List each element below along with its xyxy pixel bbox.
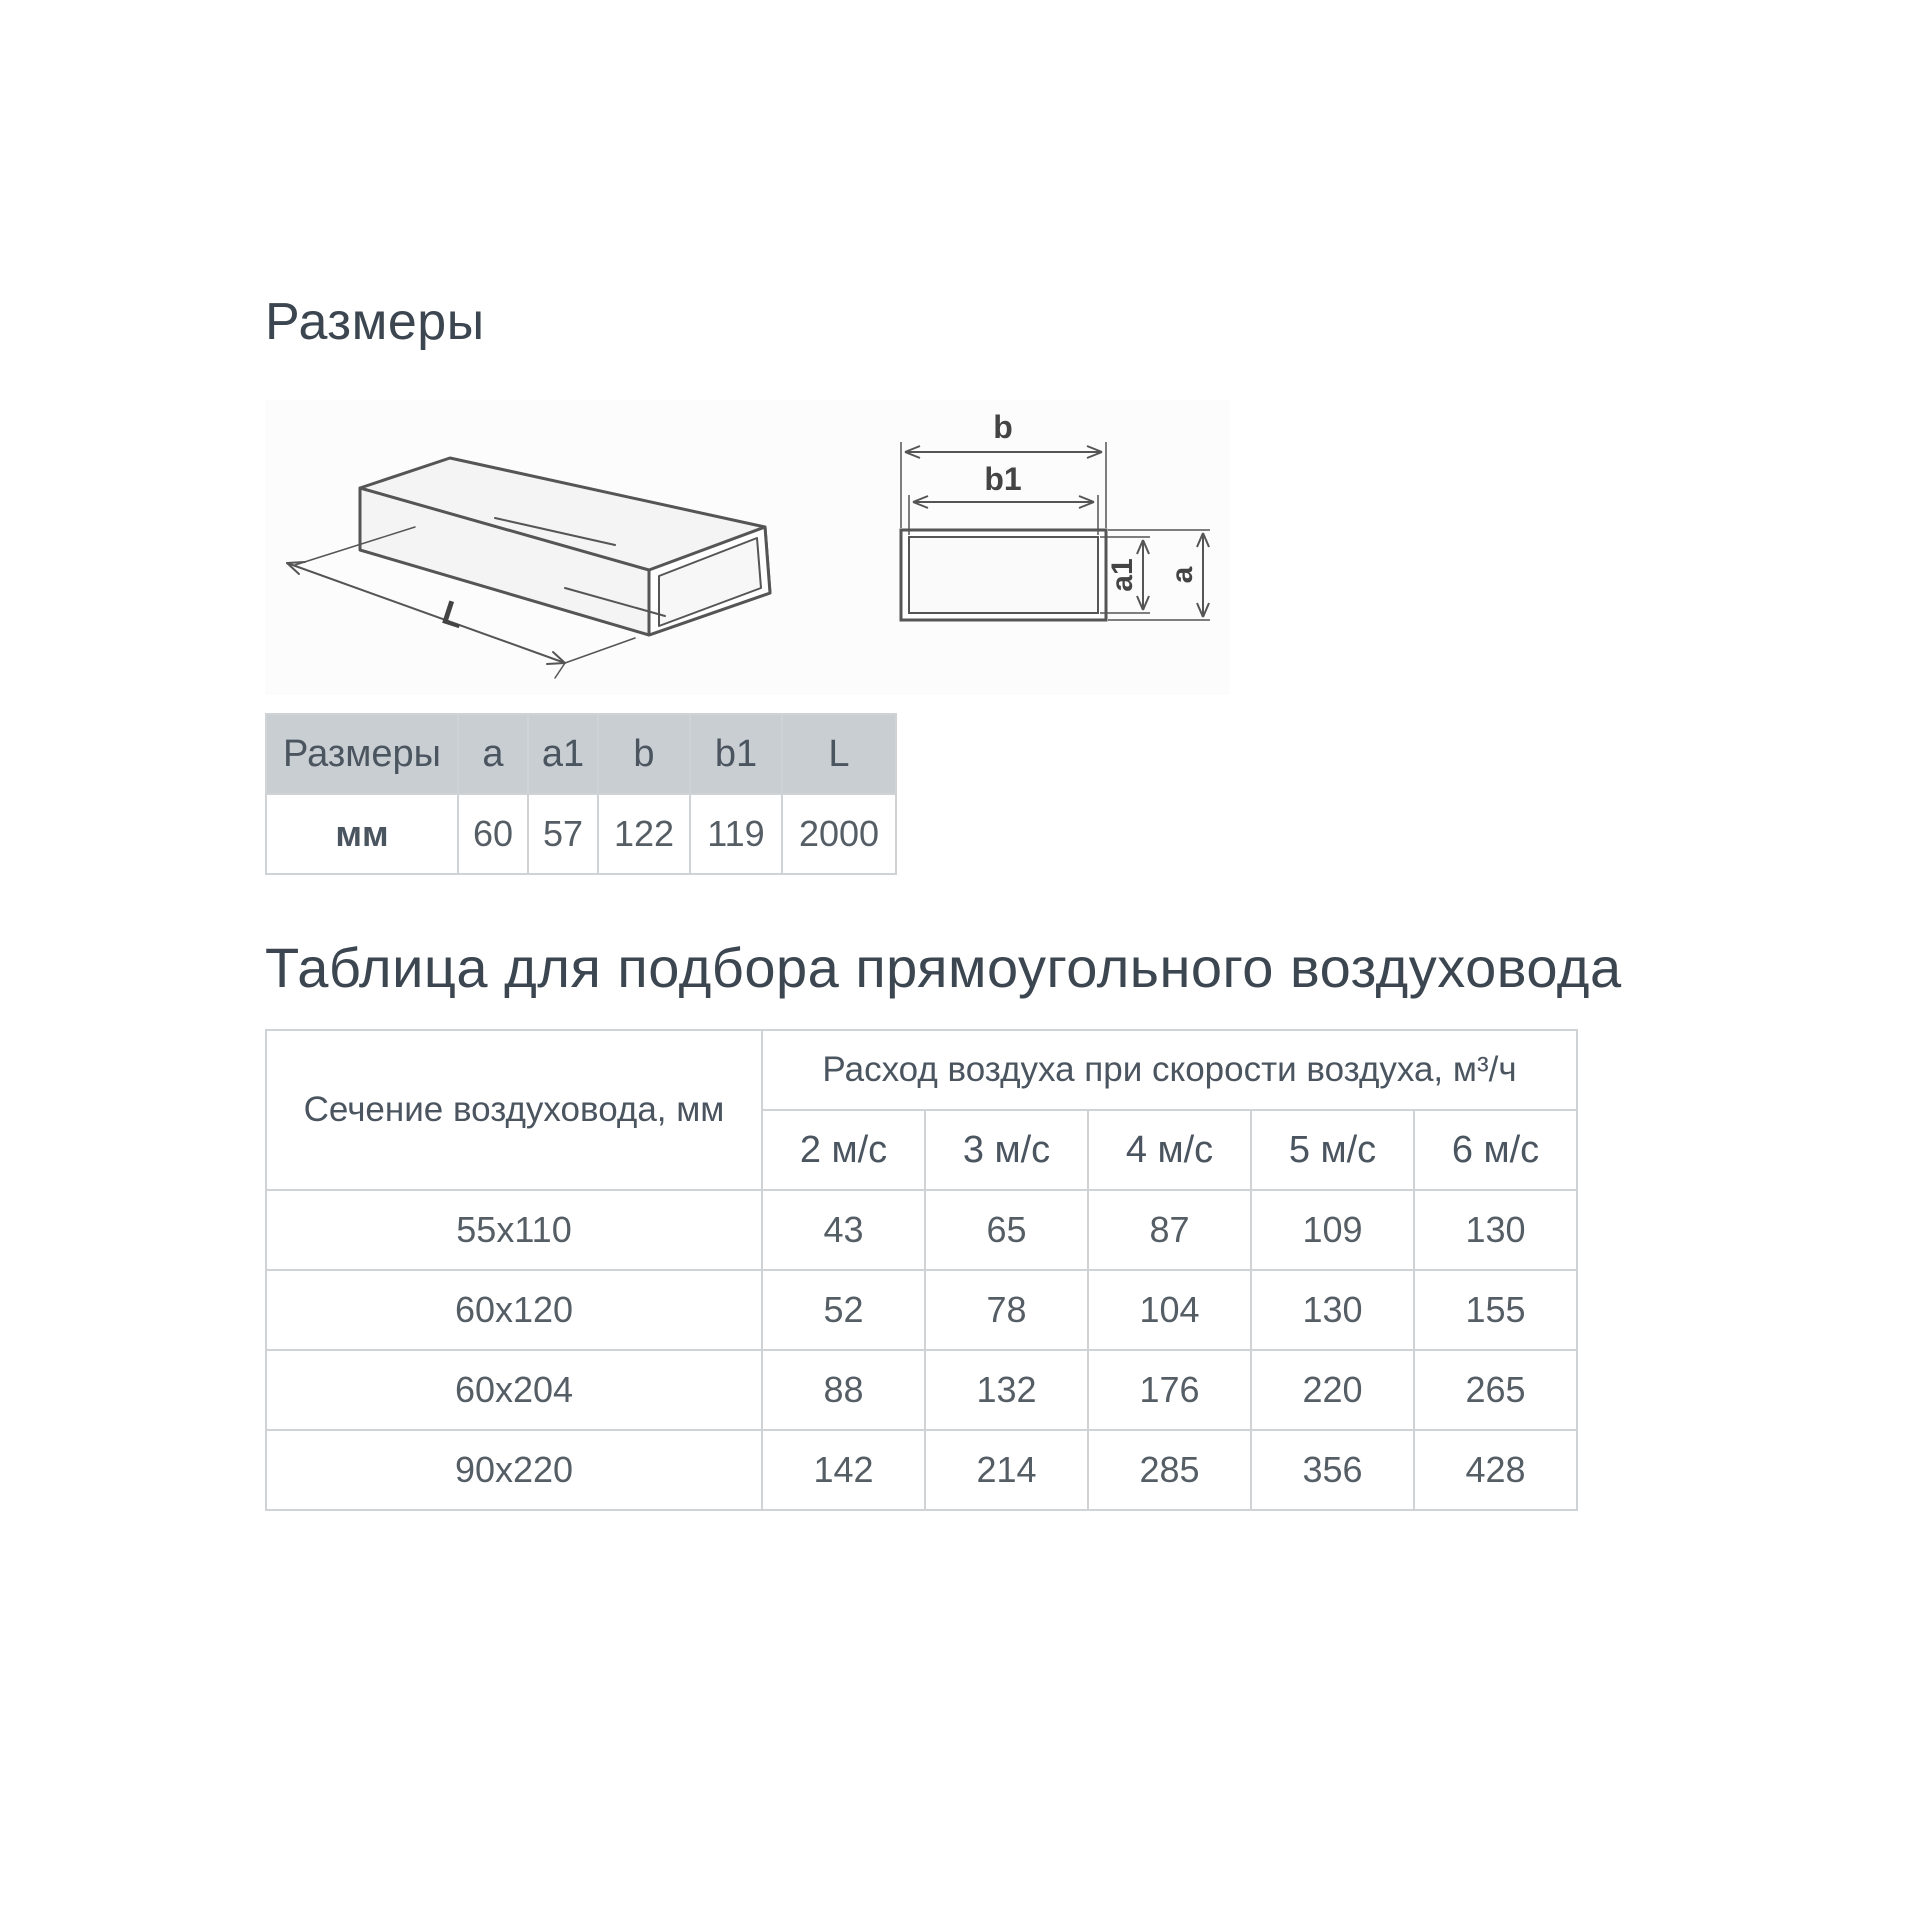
table-row: [266, 1270, 1577, 1350]
flow-cell: 132: [925, 1350, 1088, 1430]
flow-cell: 87: [1088, 1190, 1251, 1270]
section-cell: 60x204: [266, 1350, 762, 1430]
dimensions-header-b1: b1: [690, 714, 782, 794]
dimensions-header-row: [266, 714, 896, 794]
speed-header: 2 м/с: [762, 1110, 925, 1190]
a1-label: a1: [1106, 558, 1139, 592]
dimensions-table: [265, 713, 897, 875]
flow-cell: 78: [925, 1270, 1088, 1350]
flow-table: [265, 1029, 1578, 1511]
dimensions-header-l: L: [782, 714, 896, 794]
length-label: L: [437, 593, 470, 637]
section-cell: 90x220: [266, 1430, 762, 1510]
duct-3d-view: [287, 458, 770, 678]
flow-cell: 130: [1414, 1190, 1577, 1270]
b-label: b: [993, 409, 1013, 445]
flow-cell: 104: [1088, 1270, 1251, 1350]
table-row: [266, 1190, 1577, 1270]
flow-cell: 214: [925, 1430, 1088, 1510]
flow-cell: 265: [1414, 1350, 1577, 1430]
dimensions-value-b1: 119: [690, 794, 782, 874]
flow-cell: 130: [1251, 1270, 1414, 1350]
dimensions-header-a1: a1: [528, 714, 598, 794]
table-row: [266, 1350, 1577, 1430]
dimensions-header-a: a: [458, 714, 528, 794]
flow-group-header: Расход воздуха при скорости воздуха, м³/ч: [762, 1030, 1577, 1110]
table-row: [266, 1430, 1577, 1510]
dimensions-value-row: [266, 794, 896, 874]
flow-cell: 155: [1414, 1270, 1577, 1350]
speed-header: 5 м/с: [1251, 1110, 1414, 1190]
speed-header: 6 м/с: [1414, 1110, 1577, 1190]
dimensions-unit: мм: [266, 794, 458, 874]
selection-title: Таблица для подбора прямоугольного воздуховода: [265, 936, 1622, 999]
flow-header-row: [266, 1030, 1577, 1110]
dimensions-header-b: b: [598, 714, 690, 794]
flow-cell: 52: [762, 1270, 925, 1350]
duct-cross-section: [901, 442, 1210, 620]
a-label: a: [1166, 566, 1199, 584]
flow-cell: 43: [762, 1190, 925, 1270]
flow-cell: 356: [1251, 1430, 1414, 1510]
flow-cell: 88: [762, 1350, 925, 1430]
dimensions-value-a1: 57: [528, 794, 598, 874]
flow-cell: 176: [1088, 1350, 1251, 1430]
dimensions-value-b: 122: [598, 794, 690, 874]
dimensions-value-a: 60: [458, 794, 528, 874]
speed-header: 4 м/с: [1088, 1110, 1251, 1190]
sizes-title: Размеры: [265, 293, 485, 351]
b1-label: b1: [984, 461, 1022, 497]
flow-cell: 220: [1251, 1350, 1414, 1430]
dimensions-value-l: 2000: [782, 794, 896, 874]
flow-cell: 109: [1251, 1190, 1414, 1270]
speed-header: 3 м/с: [925, 1110, 1088, 1190]
dimensions-header-label: Размеры: [266, 714, 458, 794]
section-cell: 55x110: [266, 1190, 762, 1270]
flow-cell: 428: [1414, 1430, 1577, 1510]
flow-cell: 285: [1088, 1430, 1251, 1510]
flow-cell: 65: [925, 1190, 1088, 1270]
flow-cell: 142: [762, 1430, 925, 1510]
section-header: Сечение воздуховода, мм: [266, 1030, 762, 1190]
section-cell: 60x120: [266, 1270, 762, 1350]
duct-drawing: [265, 400, 1230, 695]
